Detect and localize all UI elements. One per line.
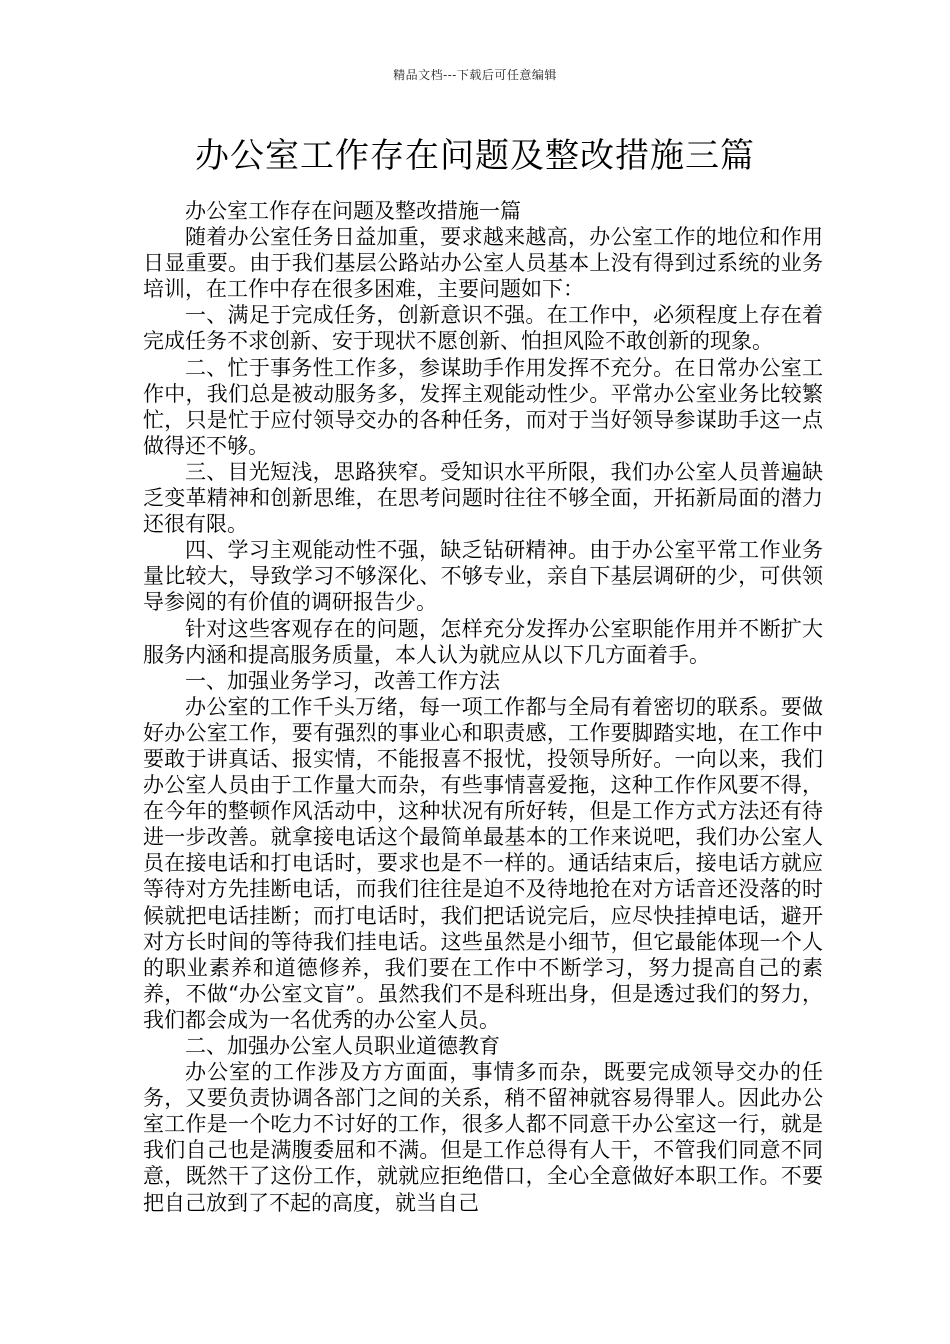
section-heading: 一、加强业务学习，改善工作方法 bbox=[185, 668, 500, 693]
body-paragraph: 二、忙于事务性工作多，参谋助手作用发挥不充分。在日常办公室工作中，我们总是被动服务多，发挥主观能动性少。平常办公室业务比较繁忙，只是忙于应付领导交办的各种任务，而对于当好领导参谋助手这一点做得还不够。 bbox=[143, 355, 823, 458]
document-body bbox=[143, 198, 823, 1216]
body-paragraph: 办公室的工作千头万绪，每一项工作都与全局有着密切的联系。要做好办公室工作，要有强烈的事业心和职责感，工作要脚踏实地，在工作中要敢于讲真话、报实情，不能报喜不报忧，投领导所好。一向以来，我们办公室人员由于工作量大而杂，有些事情喜爱拖，这种工作作风要不得，在今年的整顿作风活动中，这种状况有所好转，但是工作方式方法还有待进一步改善。就拿接电话这个最简单最基本的工作来说吧，我们办公室人员在接电话和打电话时，要求也是不一样的。通话结束后，接电话方就应等待对方先挂断电话，而我们往往是迫不及待地抢在对方话音还没落的时候就把电话挂断；而打电话时，我们把话说完后，应尽快挂掉电话，避开对方长时间的等待我们挂电话。这些虽然是小细节，但它最能体现一个人的职业素养和道德修养，我们要在工作中不断学习，努力提高自己的素养，不做“办公室文盲”。虽然我们不是科班出身，但是透过我们的努力，我们都会成为一名优秀的办公室人员。 bbox=[143, 694, 823, 1032]
document-title: 办公室工作存在问题及整改措施三篇 bbox=[195, 136, 755, 176]
body-paragraph: 一、满足于完成任务，创新意识不强。在工作中，必须程度上存在着完成任务不求创新、安于现状不愿创新、怕担风险不敢创新的现象。 bbox=[143, 303, 823, 354]
body-paragraph: 四、学习主观能动性不强，缺乏钻研精神。由于办公室平常工作业务量比较大，导致学习不够深化、不够专业，亲自下基层调研的少，可供领导参阅的有价值的调研报告少。 bbox=[143, 538, 823, 615]
body-paragraph: 针对这些客观存在的问题，怎样充分发挥办公室职能作用并不断扩大服务内涵和提高服务质量，本人认为就应从以下几方面着手。 bbox=[143, 616, 823, 667]
body-paragraph: 三、目光短浅，思路狭窄。受知识水平所限，我们办公室人员普遍缺乏变革精神和创新思维，在思考问题时往往不够全面，开拓新局面的潜力还很有限。 bbox=[143, 459, 823, 537]
body-paragraph: 随着办公室任务日益加重，要求越来越高，办公室工作的地位和作用日显重要。由于我们基层公路站办公室人员基本上没有得到过系统的业务培训，在工作中存在很多困难，主要问题如下： bbox=[143, 225, 823, 302]
header-note: 精品文档---下载后可任意编辑 bbox=[393, 68, 557, 82]
section-heading: 办公室工作存在问题及整改措施一篇 bbox=[185, 199, 521, 223]
body-paragraph: 办公室的工作涉及方方面面，事情多而杂，既要完成领导交办的任务，又要负责协调各部门之间的关系，稍不留神就容易得罪人。因此办公室工作是一个吃力不讨好的工作，很多人都不同意干办公室这一行，就是我们自己也是满腹委屈和不满。但是工作总得有人干，不管我们同意不同意，既然干了这份工作，就就应拒绝借口，全心全意做好本职工作。不要把自己放到了不起的高度，就当自己 bbox=[143, 1060, 823, 1215]
section-heading: 二、加强办公室人员职业道德教育 bbox=[185, 1034, 500, 1058]
